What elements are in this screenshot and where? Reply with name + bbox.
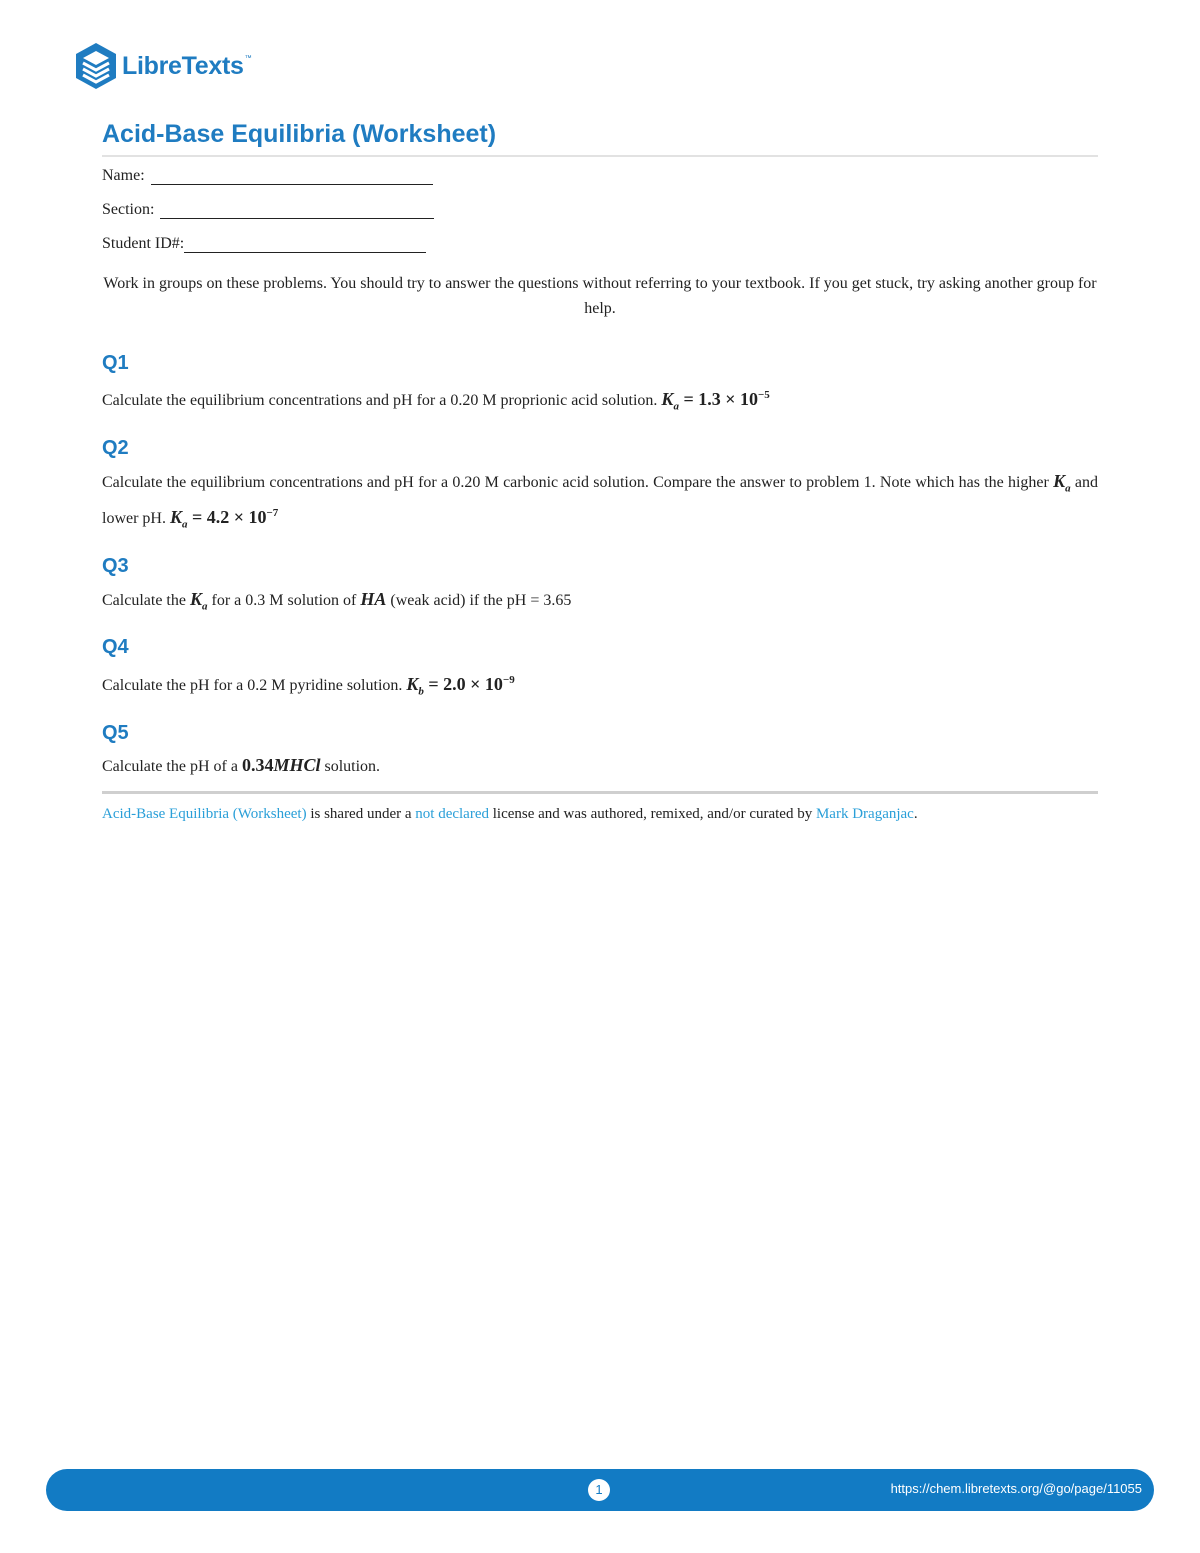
license-text: is shared under a: [310, 805, 412, 822]
question-heading: Q1: [102, 352, 129, 374]
page-title-link[interactable]: Acid-Base Equilibria (Worksheet): [102, 805, 307, 822]
name-label: Name:: [102, 167, 145, 184]
ka-expression: $K_a = 4.2 \times 10^{-7}$: [169, 507, 279, 531]
name-blank-line[interactable]: [151, 168, 433, 185]
worksheet-content: [102, 117, 1098, 824]
section-field: [102, 201, 1098, 219]
question-body: Calculate the: [102, 591, 186, 609]
name-field: [102, 167, 1098, 185]
ha-species: HA: [360, 588, 387, 609]
question-body-end: (weak acid) if the pH = 3.65: [390, 591, 572, 609]
license-link[interactable]: not declared: [415, 805, 489, 822]
question-text: [102, 587, 1098, 620]
kb-expression: $K_b = 2.0 \times 10^{-9}$: [406, 674, 515, 698]
question-text: [102, 469, 1098, 538]
question-body: Calculate the equilibrium concentrations and pH for a 0.20 M carbonic acid solution. Compare the answer to problem 1. Note which has the higher: [102, 473, 1049, 491]
student-id-field: [102, 235, 1098, 253]
question-body-cont: for a 0.3 M solution of: [211, 591, 357, 609]
ka-expression: $K_a = 1.3 \times 10^{-5}$: [661, 389, 770, 413]
question-body: Calculate the equilibrium concentrations and pH for a 0.20 M proprionic acid solution.: [102, 392, 658, 409]
page-number-badge: 1: [588, 1479, 610, 1501]
question-text: [102, 668, 1098, 705]
question-heading: Q4: [102, 636, 129, 659]
question-text: [102, 753, 1098, 779]
question-body-end: solution.: [324, 757, 381, 775]
libretexts-book-icon: [74, 42, 118, 90]
ka-symbol: $K_a$: [189, 588, 208, 613]
question-text: [102, 383, 1098, 420]
instructions-text: Work in groups on these problems. You should try to answer the questions without referring to your textbook. If you get stuck, try asking another group for help.: [103, 275, 1097, 317]
page-url-link[interactable]: https://chem.libretexts.org/@go/page/11055: [890, 1481, 1142, 1496]
question-body: Calculate the pH for a 0.2 M pyridine solution.: [102, 677, 403, 695]
logo-trademark: ™: [244, 54, 252, 62]
question-body-cont: and lower pH.: [102, 473, 1099, 528]
logo-wordmark: LibreTexts: [122, 51, 244, 80]
question-heading: Q5: [102, 721, 129, 744]
page-footer: [46, 1469, 1154, 1511]
license-notice: [102, 804, 1098, 824]
license-period: .: [913, 805, 918, 822]
author-link[interactable]: Mark Draganjac: [815, 805, 914, 822]
ka-symbol: $K_a$: [1053, 470, 1071, 495]
libretexts-logo[interactable]: [74, 42, 252, 90]
hcl-concentration: 0.34MHCl: [241, 754, 321, 775]
question-heading: Q3: [102, 554, 129, 577]
question-heading: Q2: [102, 436, 129, 459]
student-id-blank-line[interactable]: [184, 236, 426, 253]
section-blank-line[interactable]: [160, 202, 434, 219]
section-label: Section:: [102, 201, 155, 218]
license-text-cont: license and was authored, remixed, and/or curated by: [492, 805, 813, 822]
student-id-label: Student ID#:: [102, 235, 185, 252]
question-body: Calculate the pH of a: [102, 757, 238, 775]
page-title: Acid-Base Equilibria (Worksheet): [102, 117, 1098, 157]
